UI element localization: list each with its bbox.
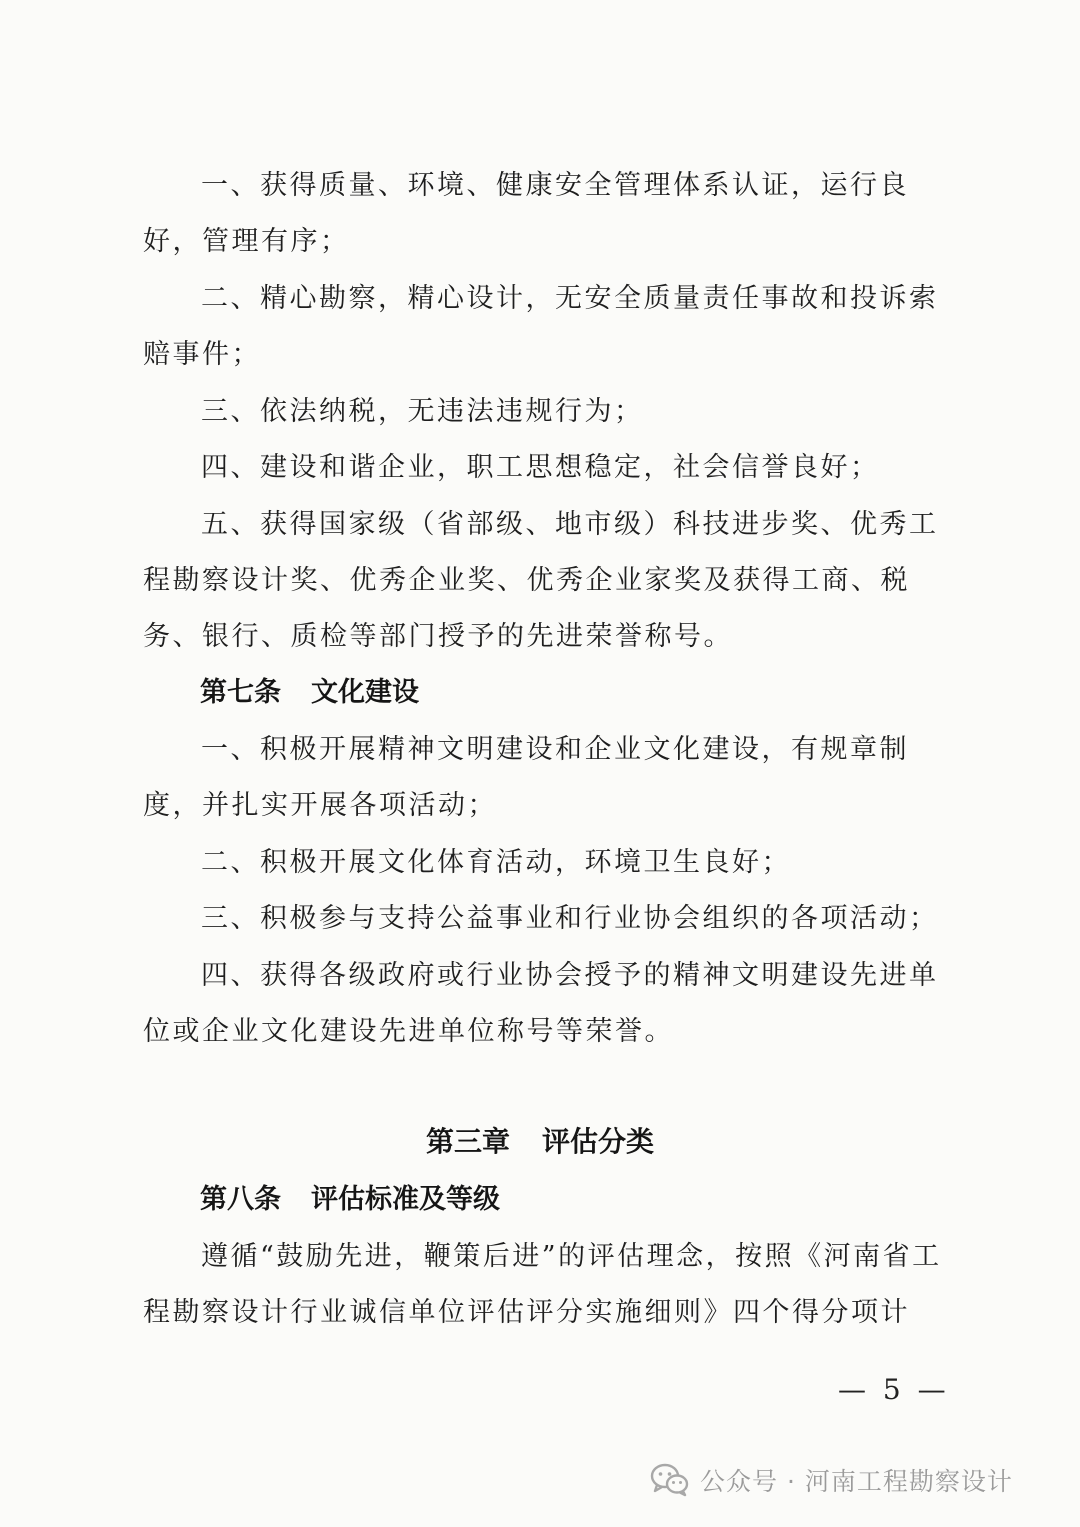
article-7-number: 第七条	[200, 677, 281, 708]
article-8-number: 第八条	[200, 1184, 281, 1215]
watermark	[650, 1458, 1013, 1502]
wechat-icon	[650, 1463, 690, 1497]
article-8-body: 遵循“鼓励先进，鞭策后进”的评估理念，按照《河南省工程勘察设计行业诚信单位评估评分实施细则》四个得分项计	[143, 1241, 942, 1328]
article-7-heading	[200, 665, 419, 721]
article-7-item-3: 三、积极参与支持公益事业和行业协会组织的各项活动；	[201, 903, 939, 934]
chapter-3-heading	[0, 1114, 1080, 1170]
page-number: — 5 —	[838, 1373, 950, 1406]
article-7-item-4: 四、获得各级政府或行业协会授予的精神文明建设先进单位或企业文化建设先进单位称号等荣誉。	[143, 960, 939, 1047]
article-8-heading	[200, 1172, 500, 1228]
paragraph-item-1: 一、获得质量、环境、健康安全管理体系认证，运行良好，管理有序；	[143, 170, 909, 257]
chapter-3-number: 第三章	[425, 1125, 510, 1158]
chapter-3-title: 评估分类	[542, 1125, 655, 1158]
article-8-title: 评估标准及等级	[311, 1184, 500, 1215]
article-7-item-2: 二、积极开展文化体育活动，环境卫生良好；	[201, 847, 791, 878]
article-7-item-1: 一、积极开展精神文明建设和企业文化建设，有规章制度，并扎实开展各项活动；	[143, 734, 909, 821]
paragraph-item-4: 四、建设和谐企业，职工思想稳定，社会信誉良好；	[201, 452, 880, 483]
paragraph-item-2: 二、精心勘察，精心设计，无安全质量责任事故和投诉索赔事件；	[143, 283, 939, 370]
watermark-text: 公众号 · 河南工程勘察设计	[700, 1467, 1013, 1496]
article-7-title: 文化建设	[311, 677, 419, 708]
paragraph-item-5: 五、获得国家级（省部级、地市级）科技进步奖、优秀工程勘察设计奖、优秀企业奖、优秀企业家奖及获得工商、税务、银行、质检等部门授予的先进荣誉称号。	[143, 509, 939, 652]
paragraph-item-3: 三、依法纳税，无违法违规行为；	[201, 396, 644, 427]
